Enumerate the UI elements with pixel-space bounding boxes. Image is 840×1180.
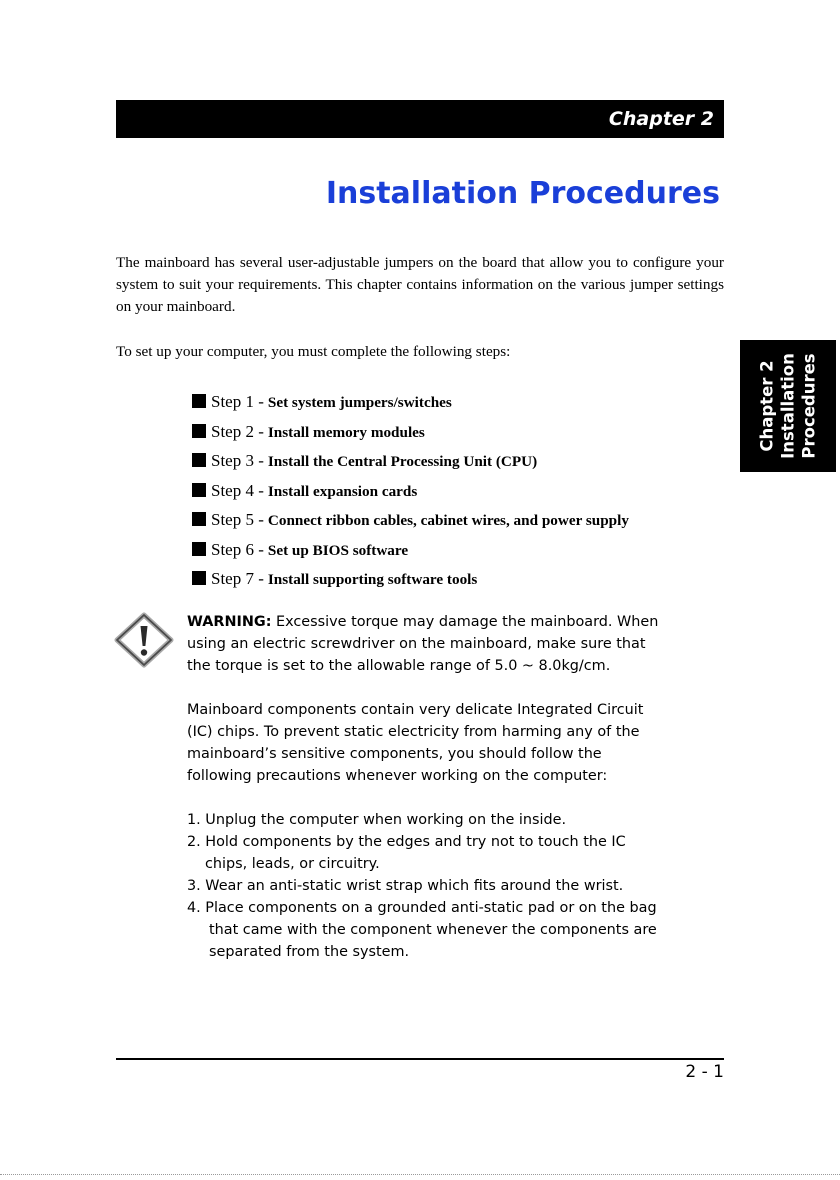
step-text: Set system jumpers/switches [267, 394, 452, 411]
step-item [192, 478, 629, 508]
square-bullet-icon [192, 483, 206, 497]
page-number: 2 - 1 [685, 1062, 724, 1082]
side-tab-line: Installation [778, 353, 798, 459]
chapter-label: Chapter 2 [608, 108, 714, 130]
precaution-line: 2. Hold components by the edges and try not to touch the IC [187, 834, 626, 850]
precautions-intro-line: Mainboard components contain very delicate Integrated Circuit [187, 702, 644, 718]
precaution-line: separated from the system. [209, 944, 410, 960]
precaution-line: 4. Place components on a grounded anti-static pad or on the bag [187, 900, 657, 916]
step-label: Step 1 - [211, 392, 264, 411]
page-edge-dotted-line [0, 1174, 840, 1175]
warning-line: using an electric screwdriver on the mainboard, make sure that [187, 636, 646, 652]
precaution-line: 3. Wear an anti-static wrist strap which fits around the wrist. [187, 878, 624, 894]
step-item [192, 419, 629, 449]
step-label: Step 7 - [211, 569, 264, 588]
square-bullet-icon [192, 394, 206, 408]
step-text: Connect ribbon cables, cabinet wires, and power supply [267, 512, 629, 529]
warning-line: the torque is set to the allowable range of 5.0 ~ 8.0kg/cm. [187, 658, 611, 674]
warning-text: Excessive torque may damage the mainboard. When [271, 614, 659, 630]
step-label: Step 3 - [211, 451, 264, 470]
side-tab-text [757, 353, 820, 459]
square-bullet-icon [192, 424, 206, 438]
step-text: Install the Central Processing Unit (CPU) [267, 453, 538, 470]
square-bullet-icon [192, 571, 206, 585]
chapter-header-bar [116, 100, 724, 138]
square-bullet-icon [192, 453, 206, 467]
steps-lead-paragraph: To set up your computer, you must complete the following steps: [116, 343, 511, 360]
step-text: Install memory modules [267, 423, 425, 441]
precautions-intro-line: (IC) chips. To prevent static electricity from harming any of the [187, 724, 640, 740]
steps-list [192, 389, 629, 596]
warning-line [187, 611, 732, 633]
step-text: Set up BIOS software [267, 541, 409, 559]
step-label: Step 2 - [211, 421, 264, 441]
step-text: Install supporting software tools [267, 571, 478, 588]
intro-paragraph: The mainboard has several user-adjustable jumpers on the board that allow you to configure your system to suit your requirements. This chapter contains information on the various jumper settings on your mainboard. [116, 254, 724, 315]
warning-icon [114, 612, 174, 668]
notes-section [187, 611, 732, 963]
precautions-intro-line: mainboard’s sensitive components, you should follow the [187, 746, 602, 762]
precaution-line: that came with the component whenever the components are [209, 922, 657, 938]
step-item [192, 507, 629, 537]
step-label: Step 4 - [211, 480, 264, 500]
step-item [192, 537, 629, 567]
step-item [192, 566, 629, 596]
precautions-intro-line: following precautions whenever working on the computer: [187, 768, 608, 784]
footer-rule [116, 1058, 724, 1060]
page-title: Installation Procedures [325, 176, 720, 211]
precaution-line: 1. Unplug the computer when working on the inside. [187, 812, 567, 828]
square-bullet-icon [192, 542, 206, 556]
step-item [192, 448, 629, 478]
precaution-line: chips, leads, or circuitry. [205, 856, 380, 872]
warning-label: WARNING: [187, 614, 272, 630]
step-label: Step 5 - [211, 510, 264, 529]
step-item [192, 389, 629, 419]
step-label: Step 6 - [211, 539, 264, 559]
chapter-side-tab [740, 340, 836, 472]
side-tab-line: Chapter 2 [757, 360, 777, 452]
side-tab-line: Procedures [799, 353, 819, 459]
square-bullet-icon [192, 512, 206, 526]
step-text: Install expansion cards [267, 482, 418, 500]
